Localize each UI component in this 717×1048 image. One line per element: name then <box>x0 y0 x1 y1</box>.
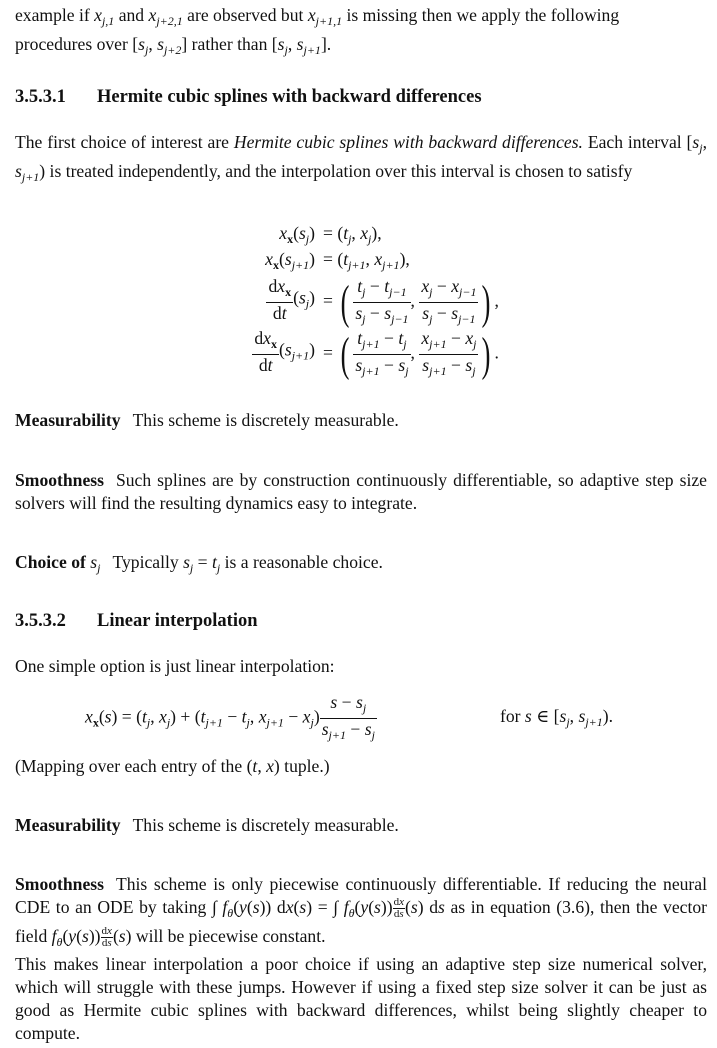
intro-text: and <box>114 5 149 25</box>
equation-row: $\frac{dx_x}{dt}$ $(s_j)$ = ( $\frac{t_j - t_{j-1}}{s_j - s_{j-1}}$ , $\frac{x_j - x_{j-1}}{s_j - s_{j-1}}$ ) , <box>268 275 499 329</box>
final-paragraph: This makes linear interpolation a poor choice if using an adaptive step size numerical solver, which will struggle with these jumps. However if using a fixed step size solver it can be just as good as Hermite cubic splines with backward differences, whilst being slightly cheaper to compute. <box>15 954 707 1043</box>
runin-heading: Smoothness <box>15 470 104 490</box>
choice-paragraph: Choice of $s_j$ Typically $s_j = t_j$ is a reasonable choice. <box>15 552 383 575</box>
equation-row: $x_x(s) = (t_j$, $x_j) + (t_{j+1} - t_j$, $x_{j+1} - x_j$) $\frac{s - s_j}{s_{j+1} - s_j}$ <box>85 692 375 742</box>
runin-heading: Choice of $s_j$ <box>15 552 101 575</box>
smoothness-paragraph: Smoothness Such splines are by construction continuously differentiable, so adaptive step size solvers will find the resulting dynamics easy to integrate. <box>15 470 707 513</box>
runin-heading: Measurability <box>15 410 121 430</box>
section-title: Linear interpolation <box>97 611 258 631</box>
section-title: Hermite cubic splines with backward differences <box>97 87 482 107</box>
section-heading-linear <box>15 610 707 633</box>
runin-heading: Smoothness <box>15 874 104 894</box>
intro-text: procedures over <box>15 34 133 54</box>
section-number: 3.5.3.2 <box>15 611 66 631</box>
intro-text: example if <box>15 5 95 25</box>
hermite-equations: $x_x(s_j)$ = ($t_j$, $x_j$), $x_x(s_{j+1})$ = ($t_{j+1}$, $x_{j+1}$), $\frac{dx_x}{dt}$ $(s_j)$ = ( $\frac{t_j - t_{j-1}}{s_j - s_{j-1}}$ , $\frac{x_j - x_{j-1}}{s_j - s_{j-1}}$ ) , $\frac{dx_x}{dt}$ $(s_{j+1})$ = ( $\frac{t_{j+1} - t_j}{s_{j+1} - s_j}$ , $\frac{x_{j+1} - x_j}{s_{j+1} - s_j}$ ) . <box>15 218 707 378</box>
mapping-paragraph: (Mapping over each entry of the (t, x) tuple.) <box>15 756 330 776</box>
smoothness-paragraph: Smoothness This scheme is only piecewise continuously differentiable. If reducing the neural CDE to an ODE by taking ∫ $f_\theta(y(s)) dx(s)$ = ∫ $f_\theta(y(s))$ $\frac{dx}{ds}$ (s) ds as in equation (3.6), then the vector field $f_\theta(y(s))$ $\frac{dx}{ds}$ (s) will be piecewise constant. <box>15 874 707 950</box>
math-x-j1: x <box>94 5 102 25</box>
intro-text: rather than <box>187 34 272 54</box>
runin-heading: Measurability <box>15 815 121 835</box>
linear-equation <box>15 692 707 740</box>
measurability-paragraph: Measurability This scheme is discretely measurable. <box>15 410 399 430</box>
linear-intro-paragraph: One simple option is just linear interpolation: <box>15 656 335 676</box>
emphasis-term: Hermite cubic splines with backward differences. <box>233 132 583 152</box>
intro-text: are observed but <box>182 5 308 25</box>
equation-row: for s ∈ [$s_j$, $s_{j+1}$). <box>500 706 614 729</box>
section-heading-hermite <box>15 86 707 109</box>
hermite-paragraph: The first choice of interest are Hermite cubic splines with backward differences. Each interval [$s_j$, $s_{j+1}$) is treated independently, and the interpolation over this interval is chosen to satisfy <box>15 132 708 184</box>
intro-text: is missing then we apply the following <box>342 5 620 25</box>
intro-paragraph: example if $x_{j,1}$ and $x_{j+2,1}$ are observed but $x_{j+1,1}$ is missing then we apply the following procedures over [$s_j$, $s_{j+2}$] rather than [$s_j$, $s_{j+1}$]. <box>15 5 620 57</box>
section-number: 3.5.3.1 <box>15 87 66 107</box>
measurability-paragraph: Measurability This scheme is discretely measurable. <box>15 815 399 835</box>
equation-row: $\frac{dx_x}{dt}$ $(s_{j+1})$ = ( $\frac{t_{j+1} - t_j}{s_{j+1} - s_j}$ , $\frac{x_{j+1} - x_j}{s_{j+1} - s_j}$ ) . <box>254 327 499 381</box>
